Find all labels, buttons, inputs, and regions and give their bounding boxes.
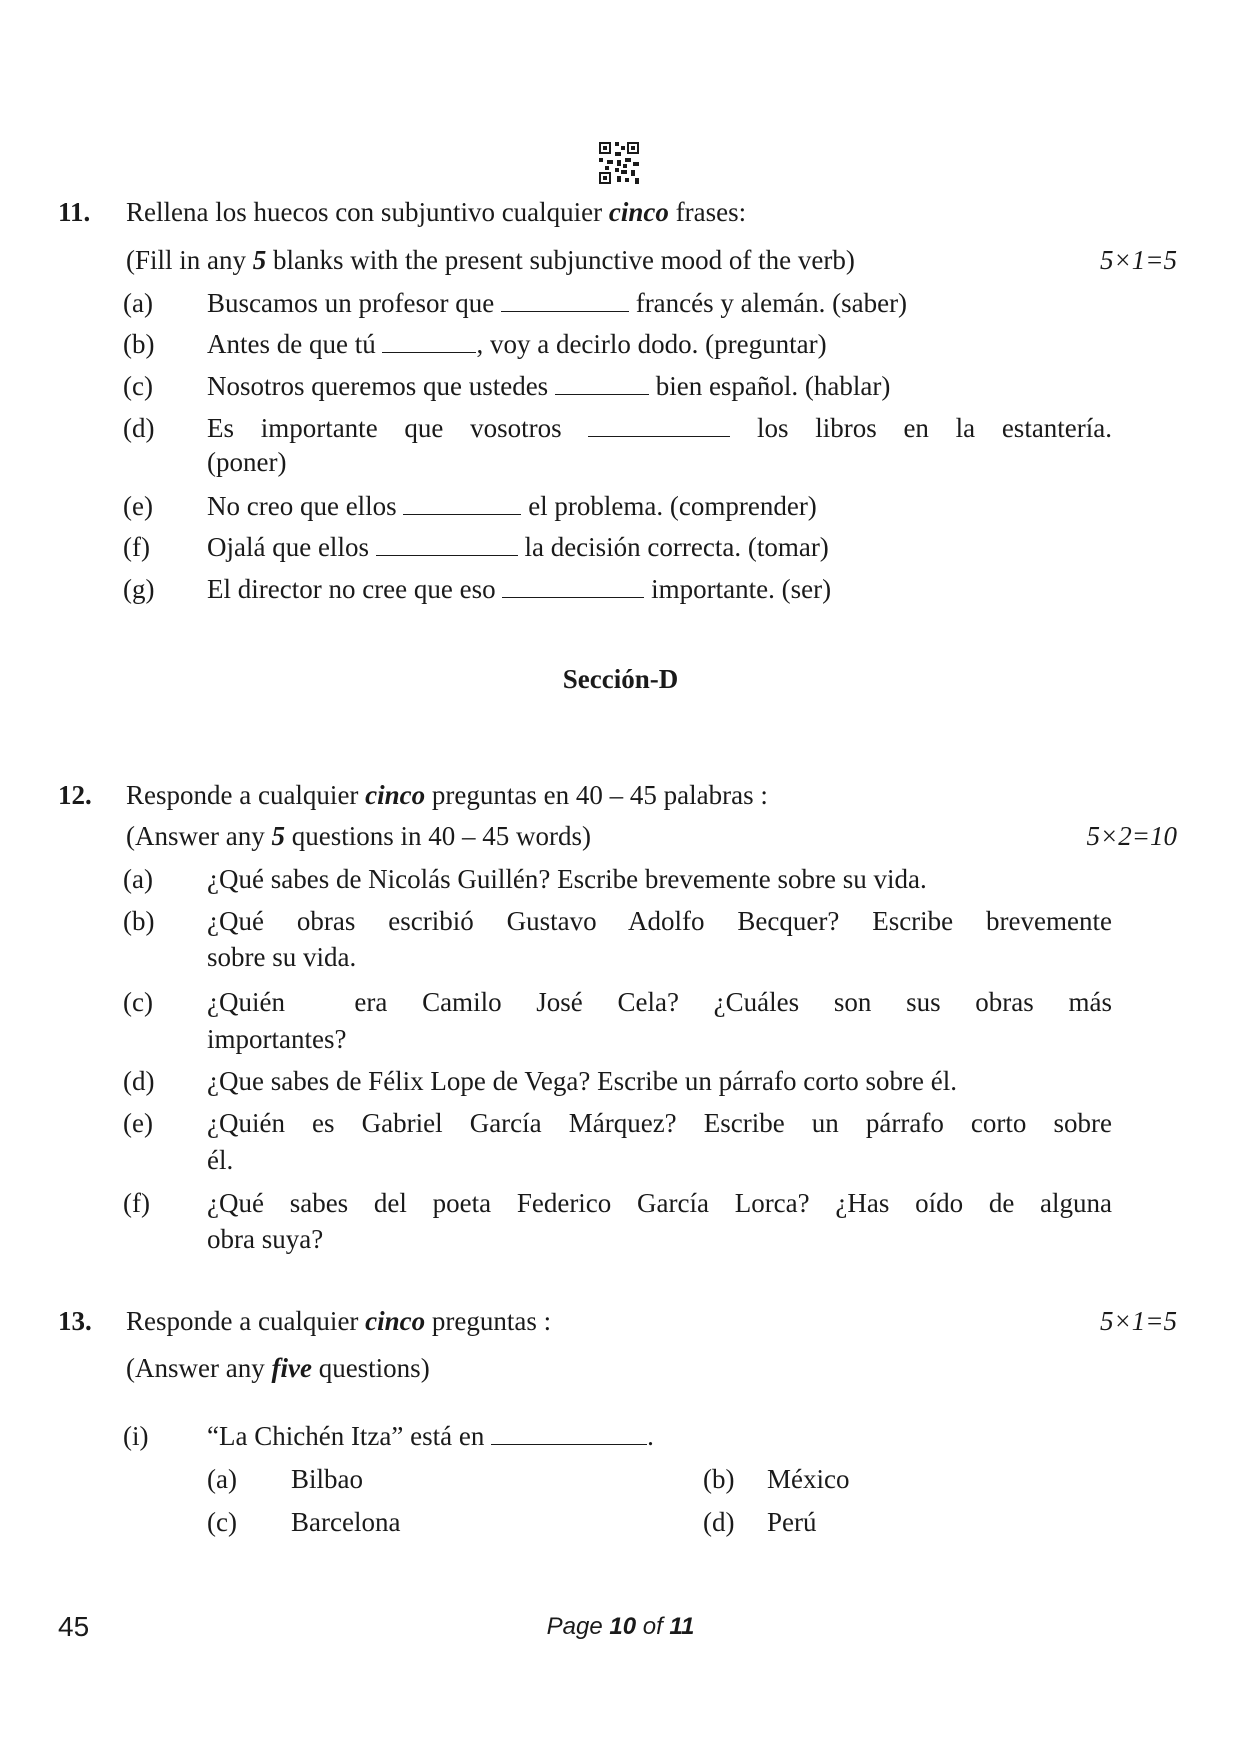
item-label: (b) (123, 906, 155, 936)
item-text: No creo que ellos el problema. (comprender) (207, 491, 817, 521)
question-text: Responde a cualquier cinco preguntas en 40 – 45 palabras : (126, 780, 768, 810)
question-text: Rellena los huecos con subjuntivo cualquier cinco frases: (126, 197, 747, 227)
item-text: ¿Quién era Camilo José Cela? ¿Cuáles son sus obras más (207, 987, 1112, 1017)
marks: 5×1=5 (1100, 1306, 1177, 1336)
item-label: (c) (123, 371, 153, 401)
item-text: ¿Qué sabes del poeta Federico García Lorca? ¿Has oído de alguna (207, 1188, 1112, 1218)
answer-blank[interactable] (502, 577, 644, 598)
question-instruction: (Fill in any 5 blanks with the present subjunctive mood of the verb) (126, 245, 855, 275)
option-text[interactable]: México (767, 1464, 850, 1494)
item-text: ¿Qué obras escribió Gustavo Adolfo Becquer? Escribe brevemente (207, 906, 1112, 936)
item-text-continued: obra suya? (207, 1224, 324, 1254)
item-label: (d) (123, 413, 155, 443)
page-number: Page 10 of 11 (546, 1613, 695, 1640)
answer-blank[interactable] (588, 416, 730, 437)
question-instruction: (Answer any 5 questions in 40 – 45 words) (126, 821, 591, 851)
item-text: ¿Quién es Gabriel García Márquez? Escribe un párrafo corto sobre (207, 1108, 1112, 1138)
marks: 5×1=5 (1100, 245, 1177, 275)
item-text-continued: sobre su vida. (207, 942, 357, 972)
option-label: (d) (703, 1507, 735, 1537)
sub-question-label: (i) (123, 1421, 149, 1451)
item-text: Nosotros queremos que ustedes bien español. (hablar) (207, 371, 891, 401)
item-label: (g) (123, 574, 155, 604)
question-instruction: (Answer any five questions) (126, 1353, 430, 1383)
question-number: 11. (58, 197, 91, 227)
option-text[interactable]: Barcelona (291, 1507, 401, 1537)
option-label: (b) (703, 1464, 735, 1494)
item-label: (a) (123, 864, 153, 894)
question-text: Responde a cualquier cinco preguntas : (126, 1306, 552, 1336)
item-text: ¿Que sabes de Félix Lope de Vega? Escribe un párrafo corto sobre él. (207, 1066, 957, 1096)
answer-blank[interactable] (491, 1424, 647, 1445)
option-text[interactable]: Bilbao (291, 1464, 363, 1494)
item-label: (e) (123, 491, 153, 521)
option-label: (a) (207, 1464, 237, 1494)
paper-code: 45 (58, 1611, 90, 1642)
item-text: Es importante que vosotros los libros en la estantería. (207, 413, 1113, 443)
option-label: (c) (207, 1507, 237, 1537)
answer-blank[interactable] (376, 535, 518, 556)
item-label: (d) (123, 1066, 155, 1096)
question-number: 13. (58, 1306, 92, 1336)
answer-blank[interactable] (382, 332, 476, 353)
item-label: (b) (123, 329, 155, 359)
item-label: (c) (123, 987, 153, 1017)
question-number: 12. (58, 780, 92, 810)
item-text: El director no cree que eso importante. (ser) (207, 574, 832, 604)
option-text[interactable]: Perú (767, 1507, 817, 1537)
section-heading: Sección-D (562, 664, 679, 694)
qr-code-icon (599, 142, 639, 184)
item-label: (a) (123, 288, 153, 318)
item-label: (f) (123, 532, 150, 562)
item-label: (f) (123, 1188, 150, 1218)
marks: 5×2=10 (1086, 821, 1177, 851)
item-text-continued: importantes? (207, 1024, 347, 1054)
answer-blank[interactable] (555, 374, 649, 395)
item-text-continued: (poner) (207, 447, 287, 477)
answer-blank[interactable] (403, 494, 521, 515)
item-text-continued: él. (207, 1145, 234, 1175)
item-label: (e) (123, 1108, 153, 1138)
sub-question-text: “La Chichén Itza” está en . (207, 1421, 654, 1451)
answer-blank[interactable] (501, 291, 629, 312)
item-text: ¿Qué sabes de Nicolás Guillén? Escribe brevemente sobre su vida. (207, 864, 927, 894)
item-text: Antes de que tú , voy a decirlo dodo. (preguntar) (207, 329, 827, 359)
item-text: Buscamos un profesor que francés y alemán. (saber) (207, 288, 908, 318)
item-text: Ojalá que ellos la decisión correcta. (tomar) (207, 532, 829, 562)
